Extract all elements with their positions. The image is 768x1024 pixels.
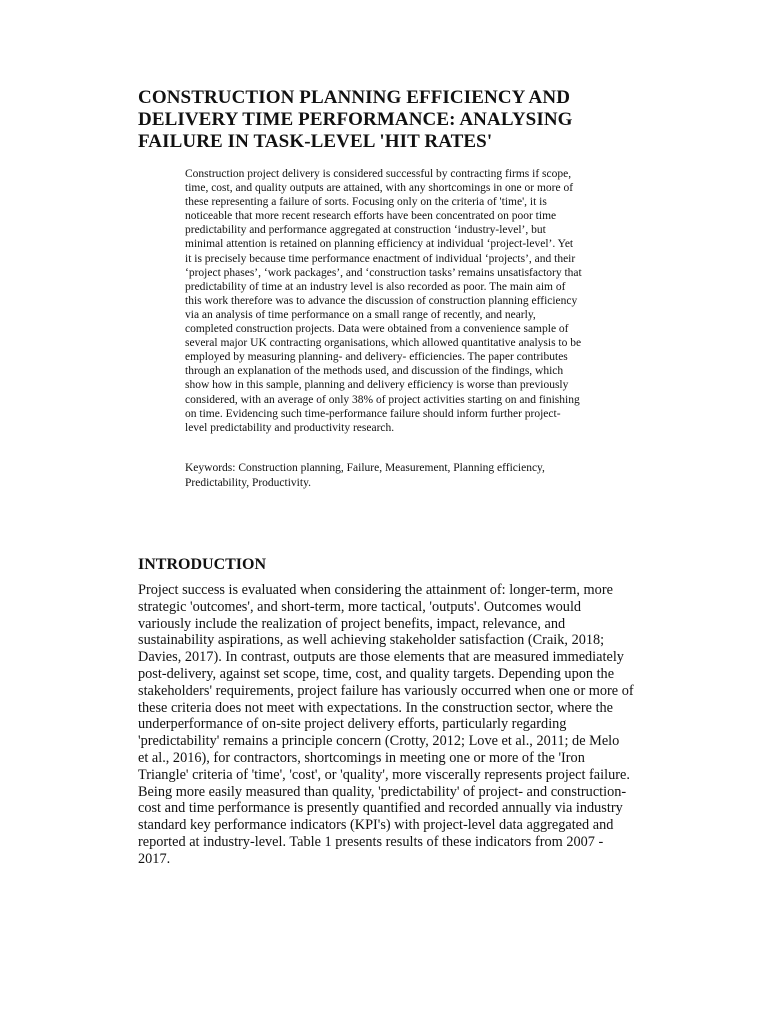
body-line: Davies, 2017). In contrast, outputs are those elements that are measured immediately [138,649,624,666]
body-line: Triangle' criteria of 'time', 'cost', or 'quality', more viscerally represents project failure. [138,766,630,783]
body-line: Being more easily measured than quality, 'predictability' of project- and construction- [138,783,627,800]
body-line: these criteria does not meet with expectations. In the construction sector, where the [138,699,614,716]
abstract-line: completed construction projects. Data were obtained from a convenience sample of [185,323,569,336]
body-line: underperformance of on-site project delivery efforts, particularly regarding [138,716,567,733]
abstract [185,167,645,435]
abstract-line: via an analysis of time performance on a small range of recently, and nearly, [185,308,536,321]
abstract-line: noticeable that more recent research efforts have been concentrated on poor time [185,210,557,223]
body-line: post-delivery, against set scope, time, cost, and quality targets. Depending upon the [138,665,615,682]
abstract-line: it is precisely because time performance enactment of individual ‘projects’, and their [185,252,576,265]
body-line: 2017. [138,850,171,867]
abstract-line: minimal attention is retained on planning efficiency at individual ‘project-level’. Yet [185,238,574,251]
body-line: variously include the realization of project benefits, impact, relevance, and [138,615,566,632]
introduction-paragraph [138,582,683,868]
abstract-line: show how in this sample, planning and delivery efficiency is worse than previously [185,379,569,392]
body-line: stakeholders' requirements, project failure has variously occurred when one or more of [138,682,634,699]
keywords [185,461,645,490]
abstract-line: predictability of time at an industry level is also recorded as poor. The main aim of [185,280,566,293]
body-line: sustainability aspirations, as well achieving stakeholder satisfaction (Craik, 2018; [138,632,605,649]
abstract-line: ‘project phases’, ‘work packages’, and ‘construction tasks’ remains unsatisfactory that [185,266,582,279]
body-line: Project success is evaluated when considering the attainment of: longer-term, more [138,582,613,598]
abstract-line: on time. Evidencing such time-performance failure should inform further project- [185,407,561,420]
body-line: standard key performance indicators (KPI's) with project-level data aggregated and [138,817,614,834]
abstract-line: this work therefore was to advance the discussion of construction planning efficiency [185,294,578,307]
body-line: cost and time performance is presently quantified and recorded annually via industry [138,800,623,817]
abstract-line: employed by measuring planning- and delivery- efficiencies. The paper contributes [185,351,568,364]
title-line: DELIVERY TIME PERFORMANCE: ANALYSING [138,109,573,130]
abstract-line: several major UK contracting organisations, which allowed quantitative analysis to be [185,337,582,350]
section-heading: INTRODUCTION [138,556,267,573]
body-line: reported at industry-level. Table 1 presents results of these indicators from 2007 - [138,833,604,850]
abstract-line: level predictability and productivity research. [185,421,395,434]
body-line: 'predictability' remains a principle concern (Crotty, 2012; Love et al., 2011; de Melo [138,733,620,750]
abstract-line: Construction project delivery is considered successful by contracting firms if scope, [185,168,572,180]
body-line: et al., 2016), for contractors, shortcomings in meeting one or more of the 'Iron [138,749,585,766]
keywords-line: Predictability, Productivity. [185,476,311,489]
abstract-line: considered, with an average of only 38% of project activities starting on and finishing [185,393,580,406]
abstract-line: predictability and performance aggregated at construction ‘industry-level’, but [185,224,546,237]
body-line: strategic 'outcomes', and short-term, more tactical, 'outputs'. Outcomes would [138,598,582,615]
paper-title [138,87,638,153]
keywords-line: Keywords: Construction planning, Failure, Measurement, Planning efficiency, [185,462,545,474]
abstract-line: time, cost, and quality outputs are attained, with any shortcomings in one or more of [185,182,574,195]
abstract-line: through an explanation of the methods used, and discussion of the findings, which [185,365,564,378]
title-line: FAILURE IN TASK-LEVEL 'HIT RATES' [138,131,493,152]
abstract-line: these representing a failure of sorts. Focusing only on the criteria of 'time', it is [185,196,547,209]
title-line: CONSTRUCTION PLANNING EFFICIENCY AND [138,87,571,108]
